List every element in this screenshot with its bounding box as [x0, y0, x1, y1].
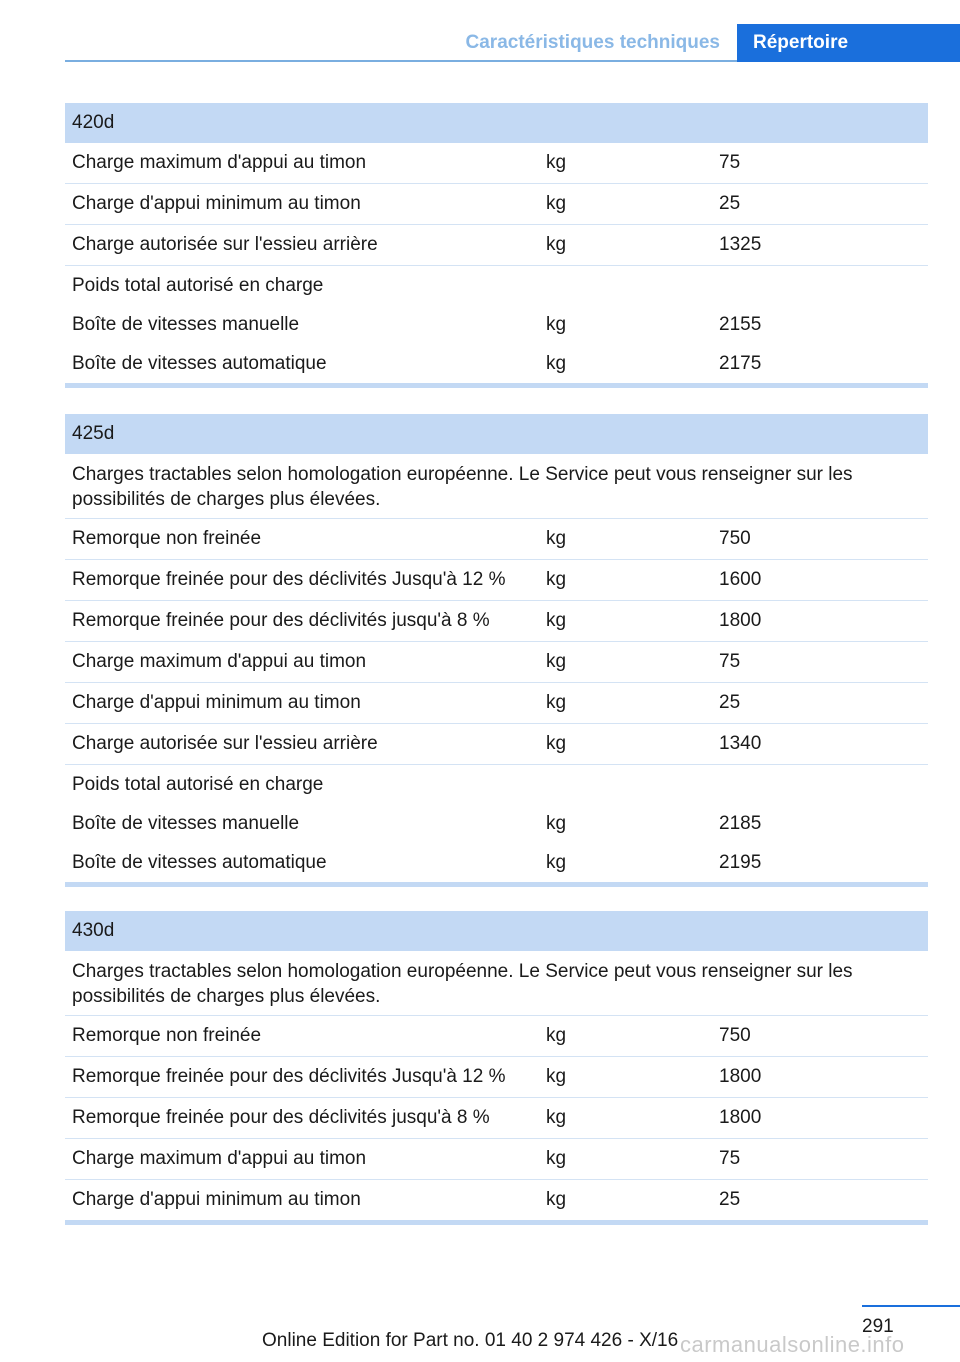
table-row [65, 305, 928, 344]
table-row [65, 519, 928, 560]
table-note: Charges tractables selon homologation européenne. Le Service peut vous renseigner sur les possibilités de charges plus élevées. [65, 951, 928, 1016]
row-label: Charge d'appui minimum au timon [72, 193, 361, 214]
row-label: Charge maximum d'appui au timon [72, 152, 367, 173]
table-title: 420d [65, 103, 928, 143]
row-value: 2175 [719, 353, 762, 374]
row-label: Remorque freinée pour des déclivités Jusqu'à 12 % [72, 569, 506, 590]
row-unit: kg [546, 1066, 567, 1087]
table-row [65, 344, 928, 383]
row-value: 75 [719, 1148, 741, 1169]
row-label: Boîte de vitesses manuelle [72, 813, 300, 834]
row-label: Charge autorisée sur l'essieu arrière [72, 733, 378, 754]
table-row [65, 1057, 928, 1098]
table-row [65, 804, 928, 843]
row-label: Remorque freinée pour des déclivités jusqu'à 8 % [72, 1107, 490, 1128]
gross-weight-heading [65, 765, 928, 804]
row-value: 1340 [719, 733, 762, 754]
row-label: Boîte de vitesses manuelle [72, 314, 300, 335]
spec-table-425d [65, 414, 928, 887]
row-unit: kg [546, 569, 567, 590]
table-row [65, 560, 928, 601]
row-value: 25 [719, 1189, 741, 1210]
header-divider [65, 60, 737, 62]
table-bottom-bar [65, 383, 928, 388]
row-label: Remorque freinée pour des déclivités Jusqu'à 12 % [72, 1066, 506, 1087]
table-row [65, 143, 928, 184]
row-label: Charge d'appui minimum au timon [72, 1189, 361, 1210]
row-unit: kg [546, 314, 567, 335]
section-tab[interactable]: Caractéristiques techniques [465, 32, 720, 53]
row-unit: kg [546, 1025, 567, 1046]
row-unit: kg [546, 733, 567, 754]
row-value: 2185 [719, 813, 762, 834]
table-row [65, 1180, 928, 1220]
table-title: 430d [65, 911, 928, 951]
row-value: 1800 [719, 1107, 762, 1128]
table-row [65, 843, 928, 882]
spec-table-430d [65, 911, 928, 1225]
row-value: 75 [719, 152, 741, 173]
row-label: Poids total autorisé en charge [72, 774, 324, 795]
row-value: 25 [719, 692, 741, 713]
row-label: Remorque non freinée [72, 1025, 262, 1046]
page-header [0, 0, 960, 62]
table-note: Charges tractables selon homologation européenne. Le Service peut vous renseigner sur les possibilités de charges plus élevées. [65, 454, 928, 519]
table-row [65, 1016, 928, 1057]
row-value: 750 [719, 528, 751, 549]
row-unit: kg [546, 152, 567, 173]
row-value: 1325 [719, 234, 762, 255]
row-label: Charge d'appui minimum au timon [72, 692, 361, 713]
table-row [65, 683, 928, 724]
row-label: Boîte de vitesses automatique [72, 353, 327, 374]
row-unit: kg [546, 1148, 567, 1169]
row-label: Remorque freinée pour des déclivités jusqu'à 8 % [72, 610, 490, 631]
active-tab[interactable]: Répertoire [737, 24, 960, 62]
row-unit: kg [546, 813, 567, 834]
row-value: 25 [719, 193, 741, 214]
table-row [65, 724, 928, 765]
table-row [65, 642, 928, 683]
row-unit: kg [546, 1189, 567, 1210]
row-value: 750 [719, 1025, 751, 1046]
edition-text: Online Edition for Part no. 01 40 2 974 426 - X/16 [262, 1330, 679, 1351]
row-value: 75 [719, 651, 741, 672]
row-unit: kg [546, 234, 567, 255]
table-bottom-bar [65, 882, 928, 887]
row-unit: kg [546, 193, 567, 214]
row-label: Charge autorisée sur l'essieu arrière [72, 234, 378, 255]
row-value: 1600 [719, 569, 762, 590]
row-value: 2155 [719, 314, 762, 335]
row-value: 1800 [719, 1066, 762, 1087]
row-value: 1800 [719, 610, 762, 631]
row-label: Charge maximum d'appui au timon [72, 1148, 367, 1169]
watermark: carmanualsonline.info [680, 1332, 905, 1357]
row-label: Remorque non freinée [72, 528, 262, 549]
table-row [65, 1098, 928, 1139]
gross-weight-heading [65, 266, 928, 305]
footer-divider [862, 1305, 960, 1307]
row-unit: kg [546, 353, 567, 374]
row-label: Poids total autorisé en charge [72, 275, 324, 296]
row-label: Charge maximum d'appui au timon [72, 651, 367, 672]
row-unit: kg [546, 610, 567, 631]
table-bottom-bar [65, 1220, 928, 1225]
row-unit: kg [546, 1107, 567, 1128]
spec-table-420d [65, 103, 928, 388]
row-value: 2195 [719, 852, 762, 873]
table-row [65, 184, 928, 225]
table-row [65, 601, 928, 642]
row-unit: kg [546, 852, 567, 873]
row-unit: kg [546, 692, 567, 713]
row-unit: kg [546, 528, 567, 549]
table-row [65, 1139, 928, 1180]
table-title: 425d [65, 414, 928, 454]
row-label: Boîte de vitesses automatique [72, 852, 327, 873]
table-row [65, 225, 928, 266]
page-number: 291 [862, 1316, 894, 1337]
row-unit: kg [546, 651, 567, 672]
